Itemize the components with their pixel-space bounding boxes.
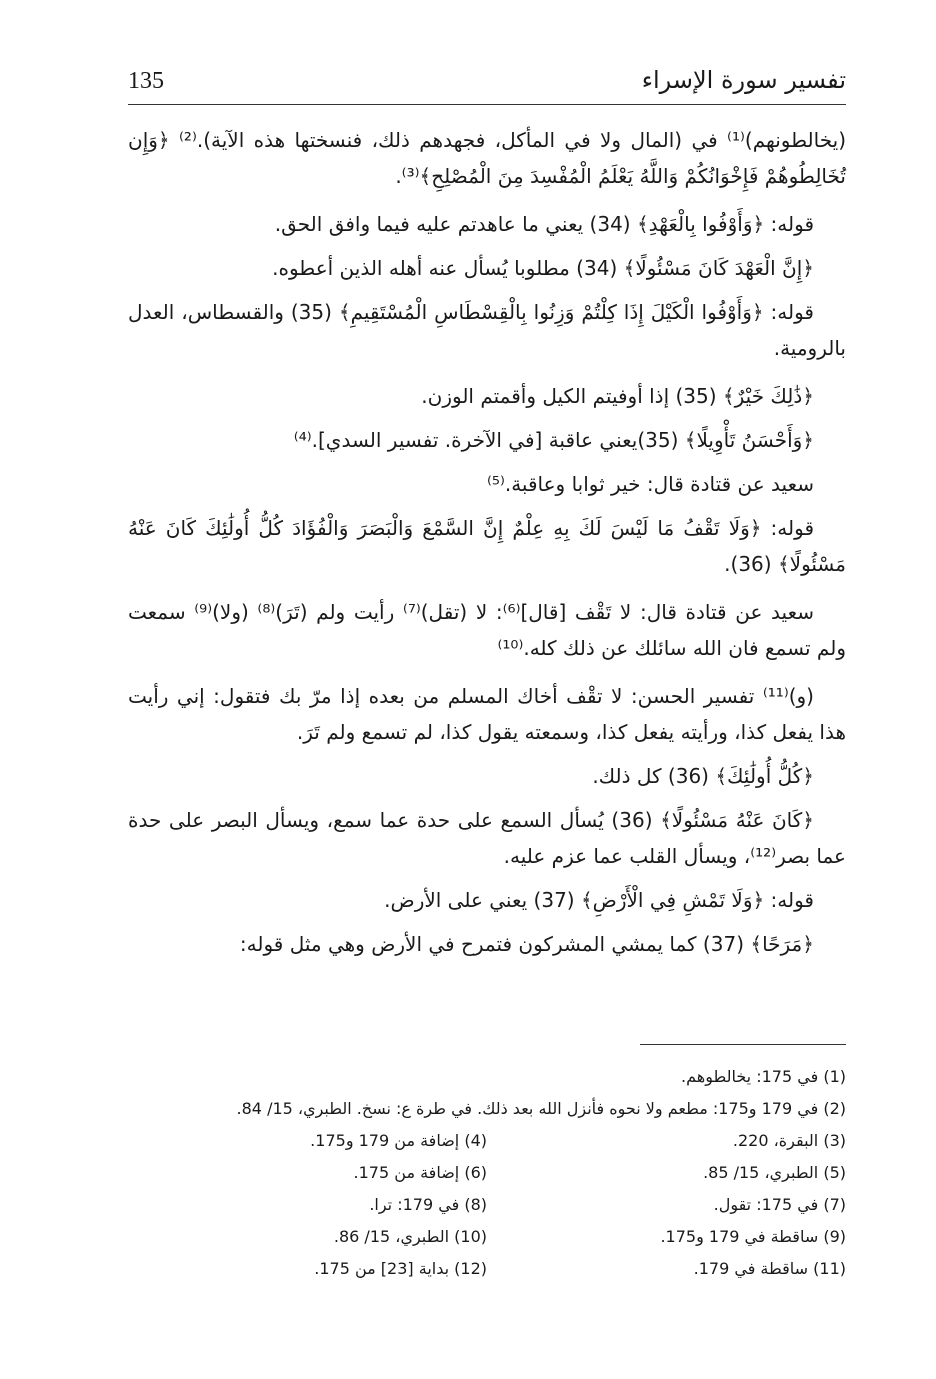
footnote-divider <box>640 1044 846 1045</box>
footnote-9: (9) ساقطة في 179 و175. <box>660 1226 846 1246</box>
footnote-11: (11) ساقطة في 179. <box>693 1258 846 1278</box>
paragraph-10: (و)⁽¹¹⁾ تفسير الحسن: لا تقْف أخاك المسلم من بعده إذا مرّ بك فتقول: إني رأيت هذا يفعل كذا، ورأيته يفعل كذا، وسمعته يقول كذا، لم تسمع ولم تَرَ. <box>128 684 846 744</box>
paragraph-9: سعيد عن قتادة قال: لا تَقْف [قال]⁽⁶⁾: لا (تقل)⁽⁷⁾ رأيت ولم (تَرَ)⁽⁸⁾ (ولا)⁽⁹⁾ سمعت ولم تسمع فان الله سائلك عن ذلك كله.⁽¹⁰⁾ <box>128 600 846 660</box>
footnotes <box>128 1060 846 1284</box>
page-header <box>128 62 846 102</box>
page-number: 135 <box>128 68 164 94</box>
paragraph-6: ﴿وَأَحْسَنُ تَأْوِيلًا﴾ (35)يعني عاقبة [في الآخرة. تفسير السدي].⁽⁴⁾ <box>293 428 814 452</box>
running-title: تفسير سورة الإسراء <box>641 66 846 94</box>
paragraph-1: (يخالطونهم)⁽¹⁾ في (المال ولا في المأكل، فجهدهم ذلك، فنسختها هذه الآية).⁽²⁾ ﴿وَإِن تُخَالِطُوهُمْ فَإِخْوَانُكُمْ وَاللَّهُ يَعْلَمُ الْمُفْسِدَ مِنَ الْمُصْلِحِ﴾⁽³⁾. <box>128 128 847 188</box>
paragraph-8: قوله: ﴿وَلَا تَقْفُ مَا لَيْسَ لَكَ بِهِ عِلْمٌ إِنَّ السَّمْعَ وَالْبَصَرَ وَالْفُؤَادَ كُلُّ أُولَٰئِكَ كَانَ عَنْهُ مَسْئُولًا﴾ (36). <box>128 516 846 576</box>
footnote-1: (1) في 175: يخالطوهم. <box>681 1066 846 1086</box>
footnote-3: (3) البقرة، 220. <box>732 1130 846 1150</box>
footnote-10: (10) الطبري، 15/ 86. <box>333 1226 487 1246</box>
footnote-8: (8) في 179: ترا. <box>369 1194 487 1214</box>
paragraph-7: سعيد عن قتادة قال: خير ثوابا وعاقبة.⁽⁵⁾ <box>486 472 814 496</box>
paragraph-11: ﴿كُلُّ أُولَٰئِكَ﴾ (36) كل ذلك. <box>592 764 814 788</box>
footnote-7: (7) في 175: تقول. <box>713 1194 846 1214</box>
paragraph-2: قوله: ﴿وَأَوْفُوا بِالْعَهْدِ﴾ (34) يعني ما عاهدتم عليه فيما وافق الحق. <box>274 212 814 236</box>
paragraph-12: ﴿كَانَ عَنْهُ مَسْئُولًا﴾ (36) يُسأل السمع على حدة عما سمع، ويسأل البصر على حدة عما بصر⁽¹²⁾، ويسأل القلب عما عزم عليه. <box>128 808 846 868</box>
paragraph-5: ﴿ذَٰلِكَ خَيْرٌ﴾ (35) إذا أوفيتم الكيل وأقمتم الوزن. <box>421 384 814 408</box>
paragraph-14: ﴿مَرَحًا﴾ (37) كما يمشي المشركون فتمرح في الأرض وهي مثل قوله: <box>239 932 814 956</box>
paragraph-3: ﴿إِنَّ الْعَهْدَ كَانَ مَسْئُولًا﴾ (34) مطلوبا يُسأل عنه أهله الذين أعطوه. <box>272 256 814 280</box>
main-text <box>128 122 846 970</box>
footnote-5: (5) الطبري، 15/ 85. <box>703 1162 846 1182</box>
footnote-12: (12) بداية [23] من 175. <box>314 1258 487 1278</box>
footnote-4: (4) إضافة من 179 و175. <box>310 1130 487 1150</box>
footnote-2: (2) في 179 و175: مطعم ولا نحوه فأنزل الله بعد ذلك. في طرة ع: نسخ. الطبري، 15/ 84. <box>236 1098 846 1118</box>
paragraph-4: قوله: ﴿وَأَوْفُوا الْكَيْلَ إِذَا كِلْتُمْ وَزِنُوا بِالْقِسْطَاسِ الْمُسْتَقِيمِ﴾ (35) والقسطاس، العدل بالرومية. <box>128 300 846 360</box>
footnote-6: (6) إضافة من 175. <box>353 1162 487 1182</box>
header-divider <box>128 104 846 105</box>
paragraph-13: قوله: ﴿وَلَا تَمْشِ فِي الْأَرْضِ﴾ (37) يعني على الأرض. <box>384 888 814 912</box>
